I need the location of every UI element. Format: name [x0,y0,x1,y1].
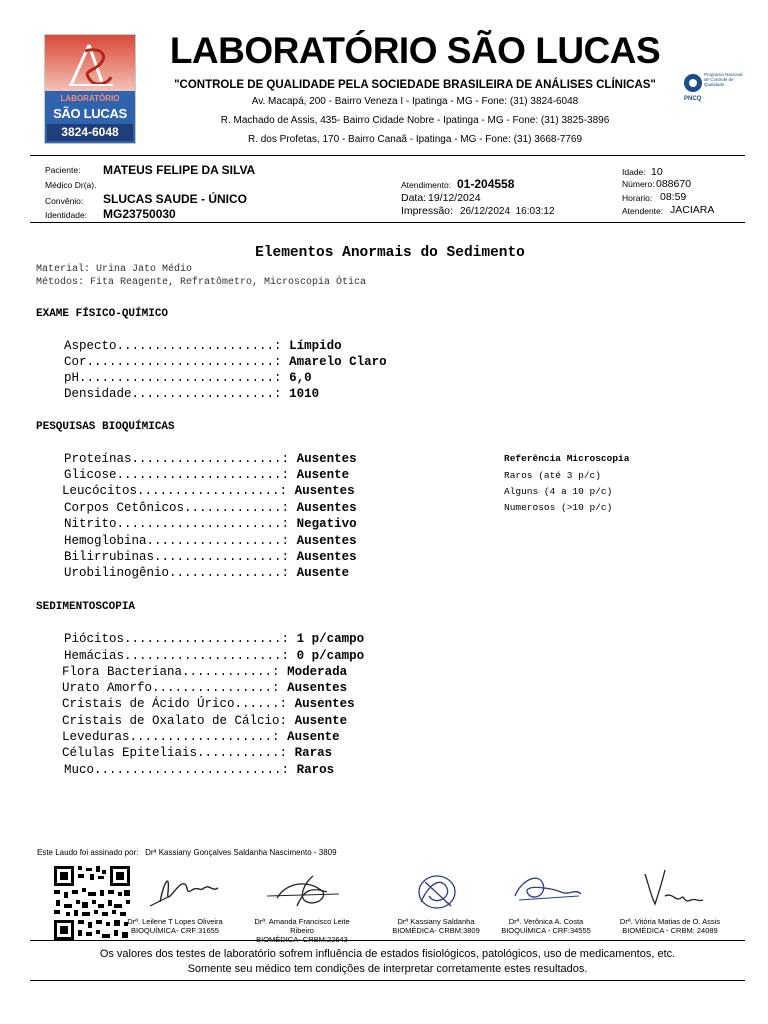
report-title: Elementos Anormais do Sedimento [255,245,525,261]
address-1: Av. Macapá, 200 - Bairro Veneza I - Ipatinga - MG - Fone: (31) 3824-6048 [251,96,579,107]
reference-item: Raros (até 3 p/c) [504,470,601,481]
reference-title: Referência Microscopia [504,453,630,464]
disclaimer-1: Os valores dos testes de laboratório sofrem influência de estados fisiológicos, patológicos, uso de medicamentos, etc. [99,948,676,960]
handwritten-signature [120,862,230,912]
section-title-bioquimicas: PESQUISAS BIOQUÍMICAS [36,421,175,433]
handwritten-signature [381,862,491,912]
lab-subtitle: "CONTROLE DE QUALIDADE PELA SOCIEDADE BRASILEIRA DE ANÁLISES CLÍNICAS" [174,79,656,91]
result-row: Piócitos.....................: 1 p/campo [64,632,365,646]
data-label: Data: [401,192,427,204]
metodos-text: Métodos: Fita Reagente, Refratômetro, Microscopia Ótica [36,277,367,288]
signature-block: Drª. Leilene T Lopes Oliveira BIOQUÍMICA- CRF:31655 [115,862,235,935]
result-row: Urobilinogênio...............: Ausente [64,566,350,580]
handwritten-signature [491,862,601,912]
reference-item: Alguns (4 a 10 p/c) [504,486,613,497]
handwritten-signature [247,862,357,912]
signature-block: Drª. Amanda Francisco Leite Ribeiro [242,862,362,944]
pncq-logo: Programa Nacional de Controle de Qualidade PNCQ [684,72,743,102]
result-row: Aspecto.....................: Límpido [64,339,342,353]
result-row: Bilirrubinas.................: Ausentes [64,550,357,564]
idade-label: Idade: [622,167,646,177]
idade-value: 10 [651,166,663,178]
horario-value: 08:59 [660,191,687,203]
result-row: Muco.........................: Raros [64,763,335,777]
disclaimer-2: Somente seu médico tem condições de interpretar corretamente estes resultados. [187,963,588,975]
section-title-fisico: EXAME FÍSICO-QUÍMICO [36,308,169,320]
paciente-label: Paciente: [45,165,81,175]
result-row: Hemoglobina..................: Ausentes [64,534,357,548]
handwritten-signature [615,862,725,912]
result-row: Nitrito......................: Negativo [64,517,357,531]
impressao-value: 26/12/2024 16:03:12 [460,206,555,217]
signature-block: Drª Kassiany Saldanha BIOMÉDICA- CRBM:3809 [376,862,496,935]
divider [30,980,745,981]
logo-ls-mark [63,41,119,89]
lab-logo [44,34,136,144]
result-row: Flora Bacteriana............: Moderada [62,665,348,679]
result-row: Hemácias.....................: 0 p/campo [64,649,365,663]
atendente-value: JACIARA [670,204,715,216]
result-row: Leveduras...................: Ausente [62,730,340,744]
logo-line2: SÃO LUCAS [53,106,127,121]
reference-item: Numerosos (>10 p/c) [504,502,613,513]
signed-by: Este Laudo foi assinado por: Drª Kassiany Gonçalves Saldanha Nascimento - 3809 [37,848,337,857]
convenio-label: Convênio: [45,196,84,206]
result-row: Leucócitos...................: Ausentes [62,484,355,498]
divider [30,155,745,156]
address-3: R. dos Profetas, 170 - Bairro Canaã - Ipatinga - MG - Fone: (31) 3668-7769 [247,134,583,145]
data-value: 19/12/2024 [428,192,481,204]
result-row: Urato Amorfo................: Ausentes [62,681,348,695]
atendimento-label: Atendimento: [401,180,452,190]
result-row: Cor.........................: Amarelo Claro [64,355,387,369]
material-text: Material: Urina Jato Médio [36,264,193,275]
divider [30,940,745,941]
paciente-value: MATEUS FELIPE DA SILVA [103,163,256,177]
divider [30,222,745,223]
result-row: Cristais de Oxalato de Cálcio: Ausente [62,714,348,728]
horario-label: Horario: [622,193,653,203]
numero-label: Número: [622,179,655,189]
result-row: Cristais de Ácido Úrico......: Ausentes [62,697,355,711]
result-row: Células Epiteliais...........: Raras [62,746,333,760]
result-row: Corpos Cetônicos.............: Ausentes [64,501,357,515]
lab-title: LABORATÓRIO SÃO LUCAS [169,30,661,71]
result-row: pH..........................: 6,0 [64,371,312,385]
logo-line1: LABORATÓRIO [60,94,120,103]
signature-block: Drª. Verônica A. Costa BIOQUÍMICA - CRF:34555 [486,862,606,935]
impressao-label: Impressão: [401,205,453,217]
signature-block: Drª. Vitória Matias de O. Assis BIOMÉDICA - CRBM: 24089 [610,862,730,935]
convenio-value: SLUCAS SAUDE - ÚNICO [103,192,248,206]
section-title-sedimentoscopia: SEDIMENTOSCOPIA [36,601,136,613]
numero-value: 088670 [656,178,692,190]
medico-label: Médico Dr(a). [45,180,97,190]
pncq-icon [684,74,702,92]
logo-phone: 3824-6048 [47,124,133,141]
identidade-value: MG23750030 [103,207,176,221]
identidade-label: Identidade: [45,210,88,220]
atendimento-value: 01-204558 [457,177,515,191]
result-row: Glicose......................: Ausente [64,468,350,482]
atendente-label: Atendente: [622,206,664,216]
result-row: Densidade...................: 1010 [64,387,320,401]
address-2: R. Machado de Assis, 435- Bairro Cidade Nobre - Ipatinga - MG - Fone: (31) 3825-3896 [220,115,610,126]
result-row: Proteínas....................: Ausentes [64,452,357,466]
